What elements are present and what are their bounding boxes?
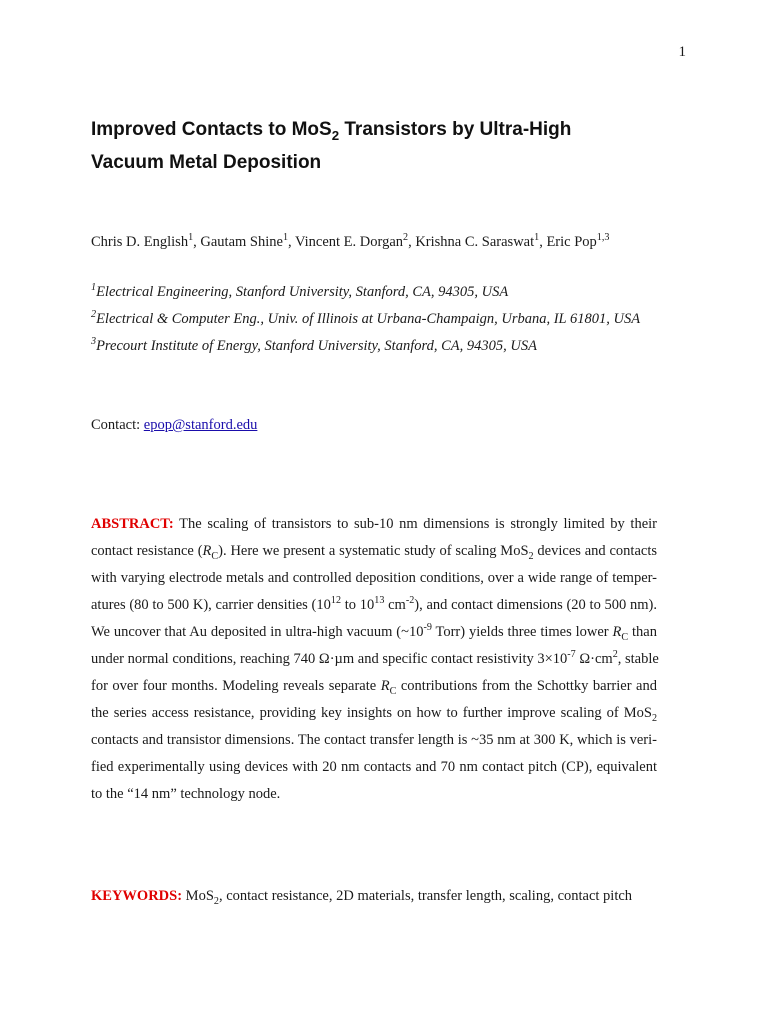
abstract-line: atures (80 to 500 K), carrier densities ($10^{12}$ to $10^{13}$ $cm^{-2}$), and contact dimensions (20 to 500 nm).	[91, 595, 657, 613]
abstract-line: to the “14 nm” technology node.	[91, 786, 281, 802]
abstract-line: We uncover that Au deposited in ultra-high vacuum ($\sim 10^{-9}$ Torr) yields three times lower $R_C$ than	[91, 622, 657, 643]
keywords-label: KEYWORDS:	[91, 888, 183, 904]
affiliation-3: $^3$Precourt Institute of Energy, Stanford University, Stanford, CA, 94305, USA	[91, 336, 537, 354]
abstract-line: the series access resistance, providing key insights on how to further improve scaling of MoS$_2$	[91, 705, 657, 724]
contact-line	[91, 417, 257, 434]
abstract-line: contact resistance $(R_C)$. Here we present a systematic study of scaling MoS$_2$ devices and contacts	[91, 543, 658, 562]
abstract-line: contacts and transistor dimensions. The contact transfer length is ~35 nm at 300 K, which is veri-	[91, 732, 657, 748]
affiliation-2: $^2$Electrical & Computer Eng., Univ. of Illinois at Urbana-Champaign, Urbana, IL 61801, USA	[91, 309, 641, 327]
author: Krishna C. Saraswat$^1$,	[415, 232, 547, 250]
title-line-1: Improved Contacts to MoS$_2$ Transistors by Ultra-High	[91, 119, 572, 143]
author: Eric Pop$^{1,3}$	[546, 232, 610, 250]
page-number: 1	[678, 44, 686, 60]
abstract	[91, 511, 657, 808]
keywords: KEYWORDS: MoS$_2$, contact resistance, 2D materials, transfer length, scaling, contact pitch	[91, 888, 633, 907]
abstract-label: ABSTRACT:	[91, 516, 174, 532]
author: Chris D. English$^1$,	[91, 232, 201, 250]
abstract-line: fied experimentally using devices with 20 nm contacts and 70 nm contact pitch (CP), equivalent	[91, 759, 657, 775]
author-list	[91, 232, 609, 252]
abstract-line: with varying electrode metals and controlled deposition conditions, over a wide range of temper-	[91, 570, 657, 586]
abstract-line: for over four months. Modeling reveals separate $R_C$ contributions from the Schottky barrier and	[91, 678, 657, 697]
abstract-line: under normal conditions, reaching 740 Ω·µm and specific contact resistivity $3\times 10^{-7}$ $\Omega\cdot cm^2$, stable	[91, 649, 659, 667]
author: Gautam Shine$^1$,	[200, 232, 296, 250]
paper-title	[91, 113, 691, 179]
abstract-line: ABSTRACT: The scaling of transistors to sub-10 nm dimensions is strongly limited by their	[91, 516, 657, 532]
contact-label: Contact:	[91, 417, 144, 433]
contact-email-link[interactable]: epop@stanford.edu	[143, 417, 258, 433]
title-line-2: Vacuum Metal Deposition	[91, 152, 322, 173]
author: Vincent E. Dorgan$^2$,	[295, 232, 416, 250]
affiliation-1: $^1$Electrical Engineering, Stanford University, Stanford, CA, 94305, USA	[91, 282, 509, 300]
